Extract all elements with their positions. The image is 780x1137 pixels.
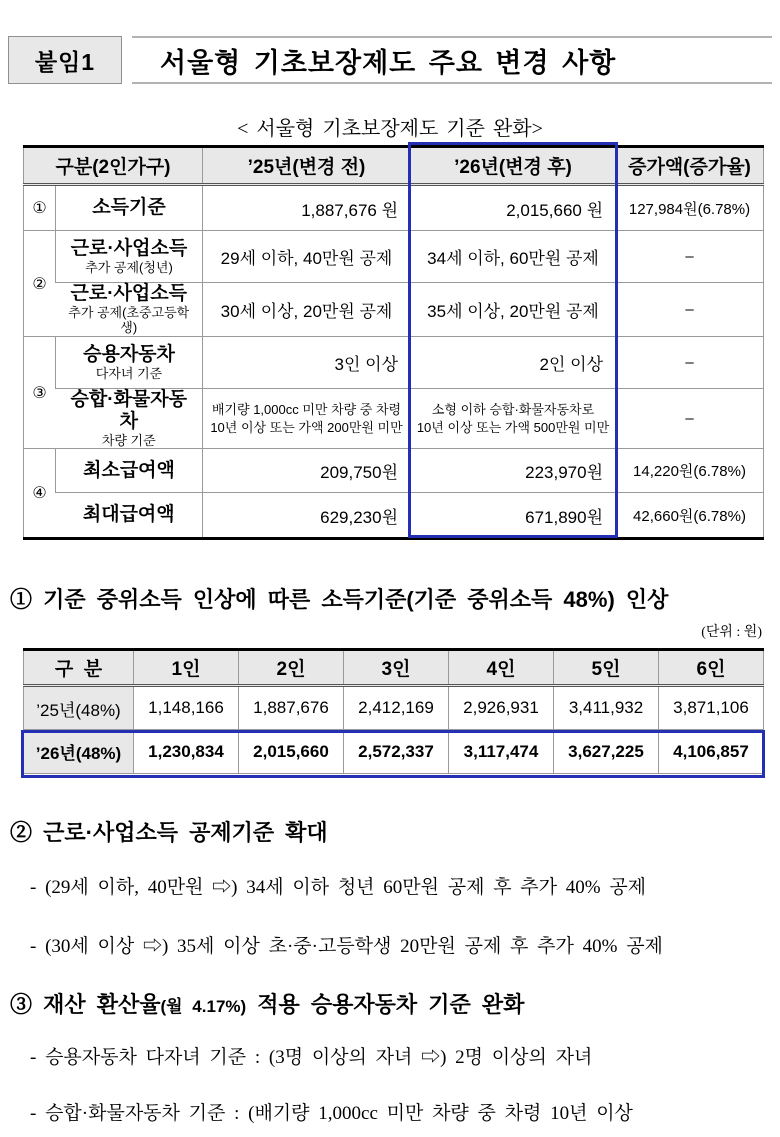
row-2026-value: 2,572,337: [344, 730, 449, 774]
value-before: 1,887,676 원: [203, 185, 411, 231]
value-after: [411, 389, 616, 449]
t2-header-5person: 5인: [554, 650, 659, 686]
section2-bullet-1: - (29세 이하, 40만원 ⇨) 34세 이하 청년 60만원 공제 후 추가 40% 공제: [30, 877, 647, 898]
table-caption: < 서울형 기초보장제도 기준 완화>: [237, 118, 543, 140]
row-2025-label: ’25년(48%): [24, 686, 134, 730]
row-2026-value: 4,106,857: [659, 730, 764, 774]
row-sublabel: 추가 공제(초중고등학생): [68, 304, 190, 336]
section3-bullet-1: - 승용자동차 다자녀 기준 : (3명 이상의 자녀 ⇨) 2명 이상의 자녀: [30, 1047, 593, 1068]
row-passenger-car: [24, 337, 764, 389]
value-before: 30세 이상, 20만원 공제: [203, 283, 411, 337]
section3-heading-paren: (월 4.17%): [160, 997, 247, 1016]
value-after: 2,015,660 원: [411, 185, 616, 231]
t2-header-4person: 4인: [449, 650, 554, 686]
value-before-line1: 배기량 1,000cc 미만 차량 중 차령: [211, 402, 402, 418]
row-2025-value: 3,871,106: [659, 686, 764, 730]
row-label: 최대급여액: [82, 504, 175, 526]
section2-heading: ② 근로·사업소득 공제기준 확대: [10, 820, 328, 845]
section3-heading-suffix: 적용 승용자동차 기준 완화: [246, 992, 525, 1017]
row-label-cell: [56, 283, 203, 337]
row-label: 근로·사업소득: [70, 283, 187, 304]
row-label-cell: [56, 337, 203, 389]
row-label: 소득기준: [92, 197, 166, 219]
row-label-cell: [56, 185, 203, 231]
t2-header-3person: 3인: [344, 650, 449, 686]
section3-heading: [10, 988, 524, 1019]
row-label: 승용자동차: [83, 343, 175, 365]
row-2026-value: 2,015,660: [239, 730, 344, 774]
value-increase: 42,660원(6.78%): [616, 493, 764, 539]
value-before: 629,230원: [203, 493, 411, 539]
row-2025-value: 2,412,169: [344, 686, 449, 730]
row-min-benefit: [24, 449, 764, 493]
value-before: 29세 이하, 40만원 공제: [203, 231, 411, 283]
value-before: 3인 이상: [203, 337, 411, 389]
document-header: [8, 36, 772, 84]
value-increase: –: [616, 231, 764, 283]
row-earned-income-youth: [24, 231, 764, 283]
t1-header-row: [24, 147, 764, 185]
t1-header-increase: 증가액(증가율): [616, 147, 764, 185]
row-sublabel: 다자녀 기준: [95, 365, 163, 381]
row-2026: [24, 730, 764, 774]
t1-header-before: ’25년(변경 전): [203, 147, 411, 185]
attachment-badge: [8, 36, 122, 84]
value-after: 2인 이상: [411, 337, 616, 389]
row-number: ①: [32, 200, 47, 217]
value-before: 209,750원: [203, 449, 411, 493]
section3-bullet-2: - 승합·화물자동차 기준 : (배기량 1,000cc 미만 차량 중 차령 10년 이상: [30, 1103, 633, 1124]
value-increase: –: [616, 283, 764, 337]
row-sublabel: 추가 공제(청년): [85, 259, 173, 275]
row-earned-income-students: [24, 283, 764, 337]
row-number: ③: [24, 337, 56, 449]
value-after-line1: 소형 이하 승합·화물자동차로: [431, 402, 595, 418]
row-label-cell: [56, 231, 203, 283]
t2-header-6person: 6인: [659, 650, 764, 686]
row-sublabel: 차량 기준: [101, 432, 156, 448]
row-2025-value: 1,148,166: [134, 686, 239, 730]
row-2026-value: 3,117,474: [449, 730, 554, 774]
t2-header-2person: 2인: [239, 650, 344, 686]
value-after: 35세 이상, 20만원 공제: [411, 283, 616, 337]
income-standard-table-wrap: [23, 648, 763, 774]
row-2026-value: 1,230,834: [134, 730, 239, 774]
row-label-cell: [56, 449, 203, 493]
section2-bullet-2: - (30세 이상 ⇨) 35세 이상 초·중·고등학생 20만원 공제 후 추가 40% 공제: [30, 936, 663, 957]
change-summary-table: [23, 145, 764, 540]
row-income-standard: [24, 185, 764, 231]
row-label: 근로·사업소득: [70, 237, 188, 259]
change-summary-table-wrap: [23, 145, 763, 540]
row-van-truck: [24, 389, 764, 449]
value-before-line2: 10년 이상 또는 가액 200만원 미만: [210, 419, 403, 435]
t2-header-row: [24, 650, 764, 686]
page-title: 서울형 기초보장제도 주요 변경 사항: [160, 47, 617, 78]
t1-header-category: 구분(2인가구): [24, 147, 203, 185]
row-2025-value: 1,887,676: [239, 686, 344, 730]
row-2025: [24, 686, 764, 730]
row-label-cell: [56, 389, 203, 449]
value-after: 34세 이하, 60만원 공제: [411, 231, 616, 283]
row-number: ④: [24, 449, 56, 539]
row-2026-label: ’26년(48%): [24, 730, 134, 774]
t2-header-1person: 1인: [134, 650, 239, 686]
row-label: 최소급여액: [83, 459, 175, 481]
row-2026-value: 3,627,225: [554, 730, 659, 774]
t2-header-category: 구 분: [24, 650, 134, 686]
row-number: ②: [24, 231, 56, 337]
value-increase: –: [616, 337, 764, 389]
unit-note: (단위 : 원): [701, 625, 762, 640]
row-max-benefit: [24, 493, 764, 539]
title-band: [132, 36, 772, 84]
row-label: 승합·화물자동차: [70, 389, 187, 432]
value-increase: 14,220원(6.78%): [616, 449, 764, 493]
row-2025-value: 3,411,932: [554, 686, 659, 730]
row-2025-value: 2,926,931: [449, 686, 554, 730]
income-standard-table: [23, 648, 764, 774]
value-increase: 127,984원(6.78%): [616, 185, 764, 231]
value-after: 223,970원: [411, 449, 616, 493]
section3-heading-prefix: ③ 재산 환산율: [10, 992, 161, 1017]
section1-heading: ① 기준 중위소득 인상에 따른 소득기준(기준 중위소득 48%) 인상: [10, 587, 669, 612]
value-before: [203, 389, 411, 449]
attachment-label: 붙임1: [34, 48, 96, 75]
t1-header-after: ’26년(변경 후): [411, 147, 616, 185]
value-after-line2: 10년 이상 또는 가액 500만원 미만: [416, 419, 610, 435]
value-increase: –: [616, 389, 764, 449]
row-label-cell: [56, 493, 203, 539]
value-after: 671,890원: [411, 493, 616, 539]
